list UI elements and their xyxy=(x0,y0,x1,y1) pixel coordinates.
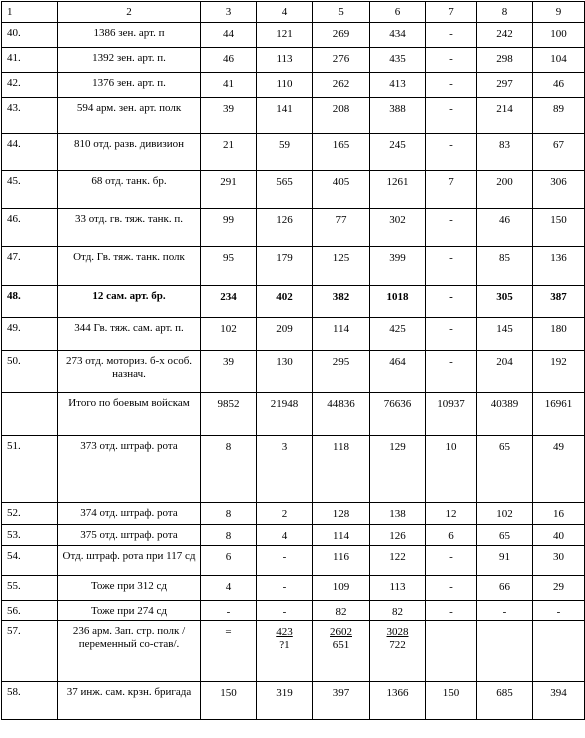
column-header-7: 7 xyxy=(426,2,477,23)
cell-col-3: 46 xyxy=(201,48,257,73)
row-number: 52. xyxy=(2,503,58,525)
cell-col-5: 262 xyxy=(313,73,370,98)
row-number: 46. xyxy=(2,209,58,247)
cell-col-5: 276 xyxy=(313,48,370,73)
cell-col-9: 104 xyxy=(533,48,585,73)
cell-col-9: - xyxy=(533,601,585,621)
unit-name: Отд. штраф. рота при 117 сд xyxy=(58,546,201,576)
cell-col-5: 77 xyxy=(313,209,370,247)
cell-col-4: 126 xyxy=(257,209,313,247)
cell-col-3: 39 xyxy=(201,351,257,393)
cell-col-4: 59 xyxy=(257,134,313,171)
row-number: 41. xyxy=(2,48,58,73)
cell-col-9: 29 xyxy=(533,576,585,601)
cell-col-6: 435 xyxy=(370,48,426,73)
cell-col-5: 397 xyxy=(313,682,370,720)
cell-value-lower: 722 xyxy=(389,639,406,651)
table-row xyxy=(2,393,585,436)
cell-col-8: 204 xyxy=(477,351,533,393)
cell-col-5: 208 xyxy=(313,98,370,134)
cell-col-8: - xyxy=(477,601,533,621)
cell-col-6: 1018 xyxy=(370,286,426,318)
row-number: 43. xyxy=(2,98,58,134)
cell-col-3: 8 xyxy=(201,503,257,525)
cell-col-6: 425 xyxy=(370,318,426,351)
cell-col-5: 44836 xyxy=(313,393,370,436)
row-number: 56. xyxy=(2,601,58,621)
cell-col-3: 39 xyxy=(201,98,257,134)
cell-col-9: 16 xyxy=(533,503,585,525)
cell-col-6: 1366 xyxy=(370,682,426,720)
data-table xyxy=(1,1,585,720)
unit-name: 1392 зен. арт. п. xyxy=(58,48,201,73)
row-number: 53. xyxy=(2,525,58,546)
cell-col-6: 82 xyxy=(370,601,426,621)
cell-col-5 xyxy=(313,621,370,682)
cell-col-4: 402 xyxy=(257,286,313,318)
cell-col-9: 46 xyxy=(533,73,585,98)
cell-col-4: 113 xyxy=(257,48,313,73)
cell-col-9: 49 xyxy=(533,436,585,503)
cell-col-6 xyxy=(370,621,426,682)
unit-name: Тоже при 274 сд xyxy=(58,601,201,621)
cell-col-6: 126 xyxy=(370,525,426,546)
cell-col-8: 214 xyxy=(477,98,533,134)
unit-name: 344 Гв. тяж. сам. арт. п. xyxy=(58,318,201,351)
row-number: 44. xyxy=(2,134,58,171)
cell-col-4: 565 xyxy=(257,171,313,209)
cell-col-5: 269 xyxy=(313,23,370,48)
cell-col-4: - xyxy=(257,576,313,601)
cell-col-4: 121 xyxy=(257,23,313,48)
cell-col-8: 83 xyxy=(477,134,533,171)
cell-col-3: 291 xyxy=(201,171,257,209)
cell-col-9: 100 xyxy=(533,23,585,48)
table-row xyxy=(2,23,585,48)
cell-value-upper: 2602 xyxy=(330,626,352,638)
unit-name: 37 инж. сам. крзн. бригада xyxy=(58,682,201,720)
cell-col-9: 150 xyxy=(533,209,585,247)
cell-col-7: - xyxy=(426,546,477,576)
cell-col-8: 46 xyxy=(477,209,533,247)
cell-col-3: = xyxy=(201,621,257,682)
table-row xyxy=(2,247,585,286)
cell-col-9: 306 xyxy=(533,171,585,209)
cell-col-5: 125 xyxy=(313,247,370,286)
cell-col-5: 128 xyxy=(313,503,370,525)
row-number: 55. xyxy=(2,576,58,601)
cell-col-8: 200 xyxy=(477,171,533,209)
column-header-4: 4 xyxy=(257,2,313,23)
cell-col-9: 192 xyxy=(533,351,585,393)
cell-col-6: 129 xyxy=(370,436,426,503)
row-number: 54. xyxy=(2,546,58,576)
cell-col-7: - xyxy=(426,318,477,351)
cell-col-9: 67 xyxy=(533,134,585,171)
cell-col-8 xyxy=(477,621,533,682)
cell-col-6: 302 xyxy=(370,209,426,247)
table-row xyxy=(2,621,585,682)
cell-col-8: 66 xyxy=(477,576,533,601)
cell-col-3: 102 xyxy=(201,318,257,351)
cell-value-upper: 423 xyxy=(276,626,293,638)
cell-col-3: 21 xyxy=(201,134,257,171)
column-header-3: 3 xyxy=(201,2,257,23)
cell-col-3: 41 xyxy=(201,73,257,98)
cell-col-7 xyxy=(426,621,477,682)
cell-col-3: 4 xyxy=(201,576,257,601)
cell-value-lower: ?1 xyxy=(279,639,290,651)
cell-col-8: 102 xyxy=(477,503,533,525)
table-row xyxy=(2,286,585,318)
cell-col-7: - xyxy=(426,209,477,247)
cell-value-lower: 651 xyxy=(332,639,350,651)
table-row xyxy=(2,576,585,601)
column-header-1: 1 xyxy=(2,2,58,23)
table-row xyxy=(2,546,585,576)
cell-col-9: 180 xyxy=(533,318,585,351)
cell-col-4: 319 xyxy=(257,682,313,720)
row-number xyxy=(2,393,58,436)
cell-col-7: - xyxy=(426,98,477,134)
cell-col-4: 2 xyxy=(257,503,313,525)
cell-col-3: 150 xyxy=(201,682,257,720)
cell-col-8: 145 xyxy=(477,318,533,351)
header-row xyxy=(2,2,585,23)
cell-col-5: 118 xyxy=(313,436,370,503)
unit-name: Тоже при 312 сд xyxy=(58,576,201,601)
cell-col-6: 388 xyxy=(370,98,426,134)
cell-col-3: 44 xyxy=(201,23,257,48)
cell-col-5: 382 xyxy=(313,286,370,318)
cell-col-7: - xyxy=(426,601,477,621)
cell-col-5: 295 xyxy=(313,351,370,393)
row-number: 42. xyxy=(2,73,58,98)
cell-col-9: 394 xyxy=(533,682,585,720)
cell-col-9: 89 xyxy=(533,98,585,134)
cell-col-9: 40 xyxy=(533,525,585,546)
column-header-5: 5 xyxy=(313,2,370,23)
cell-col-8: 40389 xyxy=(477,393,533,436)
cell-col-8: 298 xyxy=(477,48,533,73)
cell-col-3: 8 xyxy=(201,436,257,503)
cell-col-7: - xyxy=(426,48,477,73)
cell-col-6: 1261 xyxy=(370,171,426,209)
cell-col-3: 99 xyxy=(201,209,257,247)
table-row xyxy=(2,98,585,134)
cell-col-8: 305 xyxy=(477,286,533,318)
cell-col-5: 114 xyxy=(313,525,370,546)
cell-col-6: 122 xyxy=(370,546,426,576)
cell-col-3: - xyxy=(201,601,257,621)
column-header-8: 8 xyxy=(477,2,533,23)
unit-name: 374 отд. штраф. рота xyxy=(58,503,201,525)
cell-col-7: 10937 xyxy=(426,393,477,436)
table-row xyxy=(2,351,585,393)
cell-col-9: 387 xyxy=(533,286,585,318)
cell-col-3: 234 xyxy=(201,286,257,318)
unit-name: Отд. Гв. тяж. танк. полк xyxy=(58,247,201,286)
row-number: 40. xyxy=(2,23,58,48)
row-number: 58. xyxy=(2,682,58,720)
cell-col-4: - xyxy=(257,601,313,621)
cell-col-7: - xyxy=(426,286,477,318)
cell-col-6: 464 xyxy=(370,351,426,393)
cell-col-4: 209 xyxy=(257,318,313,351)
row-number: 51. xyxy=(2,436,58,503)
cell-col-4: 4 xyxy=(257,525,313,546)
cell-col-4: 179 xyxy=(257,247,313,286)
cell-col-8: 65 xyxy=(477,436,533,503)
cell-col-7: - xyxy=(426,73,477,98)
cell-col-6: 434 xyxy=(370,23,426,48)
cell-col-5: 165 xyxy=(313,134,370,171)
unit-name: 33 отд. гв. тяж. танк. п. xyxy=(58,209,201,247)
table-row xyxy=(2,209,585,247)
row-number: 45. xyxy=(2,171,58,209)
cell-col-6: 413 xyxy=(370,73,426,98)
row-number: 48. xyxy=(2,286,58,318)
cell-col-3: 6 xyxy=(201,546,257,576)
table-row xyxy=(2,48,585,73)
cell-col-6: 138 xyxy=(370,503,426,525)
cell-col-7: - xyxy=(426,134,477,171)
cell-col-4: 141 xyxy=(257,98,313,134)
cell-col-5: 82 xyxy=(313,601,370,621)
table-row xyxy=(2,73,585,98)
unit-name: 12 сам. арт. бр. xyxy=(58,286,201,318)
unit-name: 810 отд. разв. дивизион xyxy=(58,134,201,171)
cell-col-7: 12 xyxy=(426,503,477,525)
cell-col-9: 136 xyxy=(533,247,585,286)
cell-col-4: 130 xyxy=(257,351,313,393)
column-header-2: 2 xyxy=(58,2,201,23)
cell-value-upper: 3028 xyxy=(386,626,409,638)
cell-col-5: 116 xyxy=(313,546,370,576)
cell-col-3: 9852 xyxy=(201,393,257,436)
cell-col-4: 110 xyxy=(257,73,313,98)
unit-name: 1386 зен. арт. п xyxy=(58,23,201,48)
cell-col-6: 399 xyxy=(370,247,426,286)
cell-col-4 xyxy=(257,621,313,682)
cell-col-8: 297 xyxy=(477,73,533,98)
cell-col-8: 65 xyxy=(477,525,533,546)
column-header-6: 6 xyxy=(370,2,426,23)
cell-col-5: 405 xyxy=(313,171,370,209)
cell-col-7: - xyxy=(426,351,477,393)
row-number: 50. xyxy=(2,351,58,393)
unit-name: 68 отд. танк. бр. xyxy=(58,171,201,209)
cell-col-9 xyxy=(533,621,585,682)
row-number: 57. xyxy=(2,621,58,682)
column-header-9: 9 xyxy=(533,2,585,23)
cell-col-4: 21948 xyxy=(257,393,313,436)
unit-name: 375 отд. штраф. рота xyxy=(58,525,201,546)
table-row xyxy=(2,601,585,621)
cell-col-8: 85 xyxy=(477,247,533,286)
unit-name: 594 арм. зен. арт. полк xyxy=(58,98,201,134)
cell-col-3: 95 xyxy=(201,247,257,286)
table-row xyxy=(2,503,585,525)
cell-col-5: 109 xyxy=(313,576,370,601)
cell-col-6: 245 xyxy=(370,134,426,171)
table-row xyxy=(2,682,585,720)
cell-col-7: 6 xyxy=(426,525,477,546)
cell-col-7: 10 xyxy=(426,436,477,503)
unit-name: 273 отд. моториз. б-х особ. назнач. xyxy=(58,351,201,393)
unit-name: Итого по боевым войскам xyxy=(58,393,201,436)
table-row xyxy=(2,134,585,171)
row-number: 47. xyxy=(2,247,58,286)
cell-col-9: 30 xyxy=(533,546,585,576)
cell-col-6: 113 xyxy=(370,576,426,601)
table-row xyxy=(2,525,585,546)
unit-name: 373 отд. штраф. рота xyxy=(58,436,201,503)
cell-col-7: - xyxy=(426,576,477,601)
table-row xyxy=(2,171,585,209)
cell-col-4: 3 xyxy=(257,436,313,503)
unit-name: 236 арм. Зап. стр. полк /переменный со-став/. xyxy=(58,621,201,682)
unit-name: 1376 зен. арт. п. xyxy=(58,73,201,98)
cell-col-7: - xyxy=(426,247,477,286)
cell-col-7: 150 xyxy=(426,682,477,720)
cell-col-8: 242 xyxy=(477,23,533,48)
table-row xyxy=(2,318,585,351)
cell-col-5: 114 xyxy=(313,318,370,351)
cell-col-8: 91 xyxy=(477,546,533,576)
cell-col-4: - xyxy=(257,546,313,576)
cell-col-8: 685 xyxy=(477,682,533,720)
cell-col-6: 76636 xyxy=(370,393,426,436)
table-row xyxy=(2,436,585,503)
cell-col-9: 16961 xyxy=(533,393,585,436)
cell-col-7: 7 xyxy=(426,171,477,209)
cell-col-3: 8 xyxy=(201,525,257,546)
cell-col-7: - xyxy=(426,23,477,48)
row-number: 49. xyxy=(2,318,58,351)
